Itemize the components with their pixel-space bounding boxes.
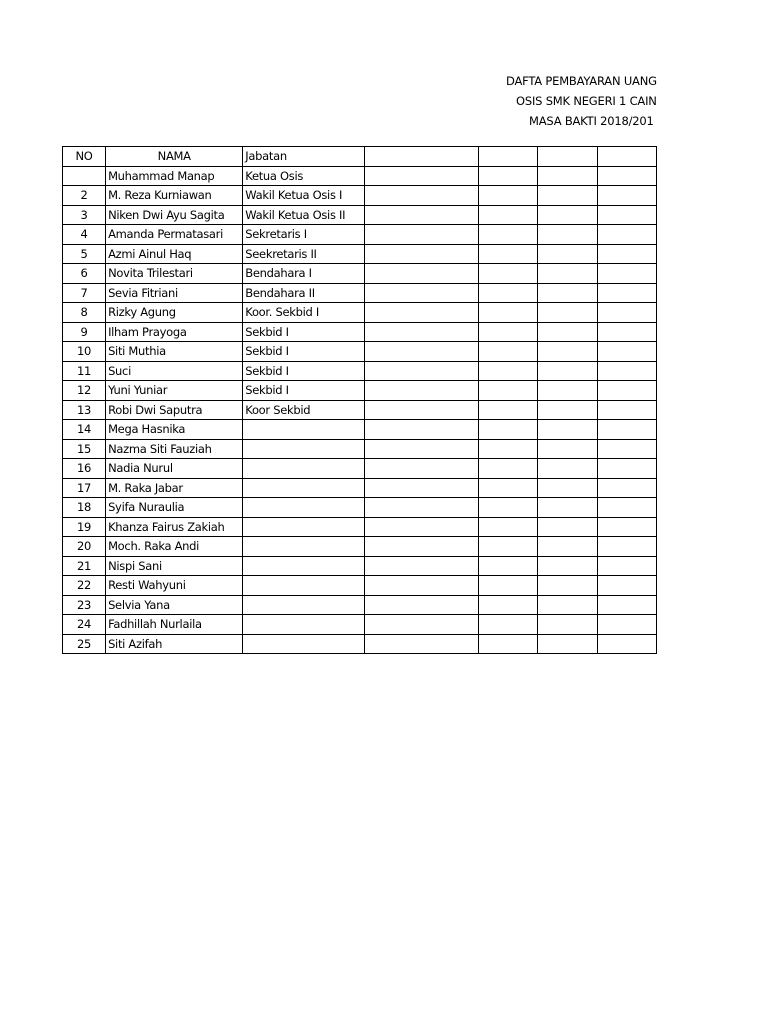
row-number-cell: 20 [63,537,106,557]
payment-cell [365,225,478,245]
payment-cell [537,517,597,537]
payment-cell [597,634,656,654]
payment-cell [537,225,597,245]
name-cell: Nispi Sani [106,556,243,576]
table-row [63,459,657,479]
name-cell: M. Reza Kurniawan [106,186,243,206]
payment-cell [537,634,597,654]
name-cell: Siti Muthia [106,342,243,362]
payment-cell [537,537,597,557]
payment-cell [478,498,537,518]
payment-cell [597,225,656,245]
name-cell: Ilham Prayoga [106,322,243,342]
payment-cell [478,186,537,206]
payment-cell [478,381,537,401]
table-row [63,556,657,576]
position-cell: Sekbid I [243,381,365,401]
name-cell: Sevia Fitriani [106,283,243,303]
position-cell: Sekretaris I [243,225,365,245]
payment-cell [365,459,478,479]
position-cell [243,556,365,576]
table-body [63,166,657,654]
table-row [63,537,657,557]
payment-cell [478,166,537,186]
payment-cell [597,264,656,284]
table-row [63,400,657,420]
table-row [63,283,657,303]
payment-cell [597,381,656,401]
payment-cell [365,166,478,186]
table-row [63,498,657,518]
payment-cell [537,361,597,381]
position-cell: Bendahara II [243,283,365,303]
payment-cell [365,576,478,596]
name-cell: Siti Azifah [106,634,243,654]
column-header-blank [537,147,597,167]
payment-cell [597,303,656,323]
payment-table [62,146,657,654]
payment-cell [597,439,656,459]
payment-cell [365,186,478,206]
payment-cell [537,264,597,284]
payment-cell [597,556,656,576]
name-cell: Syifa Nuraulia [106,498,243,518]
name-cell: M. Raka Jabar [106,478,243,498]
payment-cell [365,517,478,537]
payment-cell [597,615,656,635]
row-number-cell: 2 [63,186,106,206]
table-row [63,517,657,537]
payment-cell [478,283,537,303]
position-cell: Wakil Ketua Osis I [243,186,365,206]
payment-cell [537,400,597,420]
position-cell: Sekbid I [243,361,365,381]
table-header-row [63,147,657,167]
position-cell [243,439,365,459]
row-number-cell: 23 [63,595,106,615]
payment-cell [365,498,478,518]
payment-cell [537,244,597,264]
payment-cell [478,556,537,576]
payment-cell [597,459,656,479]
payment-cell [478,264,537,284]
column-header-nama: NAMA [106,147,243,167]
row-number-cell: 18 [63,498,106,518]
payment-cell [597,595,656,615]
payment-cell [478,634,537,654]
payment-cell [537,615,597,635]
row-number-cell: 7 [63,283,106,303]
payment-cell [597,186,656,206]
name-cell: Nadia Nurul [106,459,243,479]
table-row [63,439,657,459]
payment-cell [478,478,537,498]
payment-cell [478,439,537,459]
position-cell [243,498,365,518]
row-number-cell: 25 [63,634,106,654]
payment-cell [365,264,478,284]
row-number-cell: 17 [63,478,106,498]
payment-cell [478,400,537,420]
payment-cell [365,205,478,225]
payment-cell [537,595,597,615]
payment-cell [478,595,537,615]
name-cell: Robi Dwi Saputra [106,400,243,420]
position-cell: Bendahara I [243,264,365,284]
column-header-jabatan: Jabatan [243,147,365,167]
name-cell: Nazma Siti Fauziah [106,439,243,459]
header-title: DAFTA PEMBAYARAN UANG [506,74,657,88]
payment-cell [478,225,537,245]
position-cell [243,537,365,557]
payment-cell [365,400,478,420]
table-row [63,615,657,635]
payment-cell [537,439,597,459]
payment-cell [478,303,537,323]
name-cell: Resti Wahyuni [106,576,243,596]
table-row [63,478,657,498]
row-number-cell: 24 [63,615,106,635]
row-number-cell: 5 [63,244,106,264]
position-cell: Wakil Ketua Osis II [243,205,365,225]
row-number-cell: 8 [63,303,106,323]
position-cell [243,420,365,440]
table-row [63,264,657,284]
payment-cell [597,400,656,420]
row-number-cell: 13 [63,400,106,420]
payment-cell [365,420,478,440]
payment-cell [478,576,537,596]
payment-cell [537,478,597,498]
row-number-cell: 21 [63,556,106,576]
payment-cell [478,459,537,479]
row-number-cell: 9 [63,322,106,342]
table-row [63,225,657,245]
name-cell: Rizky Agung [106,303,243,323]
payment-cell [365,283,478,303]
name-cell: Novita Trilestari [106,264,243,284]
payment-cell [478,537,537,557]
payment-cell [478,361,537,381]
payment-cell [597,283,656,303]
payment-cell [597,420,656,440]
payment-cell [537,303,597,323]
position-cell [243,595,365,615]
header-period: MASA BAKTI 2018/201 [529,114,654,128]
table-row [63,322,657,342]
document-header [470,71,660,131]
position-cell [243,517,365,537]
position-cell [243,459,365,479]
row-number-cell: 6 [63,264,106,284]
payment-cell [365,361,478,381]
payment-cell [478,342,537,362]
row-number-cell: 19 [63,517,106,537]
column-header-blank [478,147,537,167]
name-cell: Niken Dwi Ayu Sagita [106,205,243,225]
payment-cell [365,322,478,342]
name-cell: Khanza Fairus Zakiah [106,517,243,537]
column-header-no: NO [63,147,106,167]
payment-cell [537,166,597,186]
position-cell [243,478,365,498]
position-cell [243,615,365,635]
payment-cell [478,205,537,225]
payment-cell [597,537,656,557]
payment-cell [597,478,656,498]
name-cell: Fadhillah Nurlaila [106,615,243,635]
payment-cell [537,283,597,303]
name-cell: Muhammad Manap [106,166,243,186]
payment-cell [478,615,537,635]
row-number-cell: 11 [63,361,106,381]
name-cell: Suci [106,361,243,381]
payment-cell [537,205,597,225]
position-cell: Koor Sekbid [243,400,365,420]
position-cell: Sekbid I [243,342,365,362]
name-cell: Mega Hasnika [106,420,243,440]
payment-cell [537,459,597,479]
row-number-cell: 14 [63,420,106,440]
name-cell: Selvia Yana [106,595,243,615]
payment-cell [537,342,597,362]
payment-cell [597,244,656,264]
payment-cell [597,576,656,596]
payment-cell [597,166,656,186]
column-header-blank [365,147,478,167]
payment-cell [478,517,537,537]
payment-cell [597,361,656,381]
payment-cell [478,322,537,342]
header-organization: OSIS SMK NEGERI 1 CAIN [516,94,657,108]
payment-cell [597,517,656,537]
row-number-cell: 12 [63,381,106,401]
name-cell: Amanda Permatasari [106,225,243,245]
table-row [63,381,657,401]
position-cell: Seekretaris II [243,244,365,264]
payment-cell [537,498,597,518]
position-cell [243,634,365,654]
payment-cell [537,381,597,401]
payment-cell [365,244,478,264]
payment-cell [365,634,478,654]
name-cell: Azmi Ainul Haq [106,244,243,264]
payment-cell [365,303,478,323]
table-row [63,166,657,186]
position-cell: Ketua Osis [243,166,365,186]
payment-cell [478,420,537,440]
column-header-blank [597,147,656,167]
payment-cell [365,439,478,459]
payment-cell [597,342,656,362]
table-row [63,361,657,381]
payment-cell [365,381,478,401]
payment-cell [537,576,597,596]
table-row [63,244,657,264]
row-number-cell: 15 [63,439,106,459]
row-number-cell [63,166,106,186]
table-row [63,634,657,654]
payment-cell [537,420,597,440]
position-cell [243,576,365,596]
payment-cell [365,342,478,362]
payment-cell [365,556,478,576]
table-row [63,576,657,596]
row-number-cell: 4 [63,225,106,245]
row-number-cell: 10 [63,342,106,362]
position-cell: Sekbid I [243,322,365,342]
table-row [63,205,657,225]
payment-cell [365,595,478,615]
row-number-cell: 16 [63,459,106,479]
payment-cell [537,186,597,206]
row-number-cell: 3 [63,205,106,225]
name-cell: Yuni Yuniar [106,381,243,401]
payment-cell [597,498,656,518]
position-cell: Koor. Sekbid I [243,303,365,323]
payment-cell [597,205,656,225]
table-row [63,186,657,206]
payment-cell [597,322,656,342]
payment-cell [365,478,478,498]
name-cell: Moch. Raka Andi [106,537,243,557]
table-row [63,303,657,323]
payment-cell [478,244,537,264]
table-row [63,420,657,440]
row-number-cell: 22 [63,576,106,596]
payment-cell [537,322,597,342]
table-row [63,595,657,615]
payment-cell [365,615,478,635]
payment-cell [537,556,597,576]
table-row [63,342,657,362]
payment-cell [365,537,478,557]
